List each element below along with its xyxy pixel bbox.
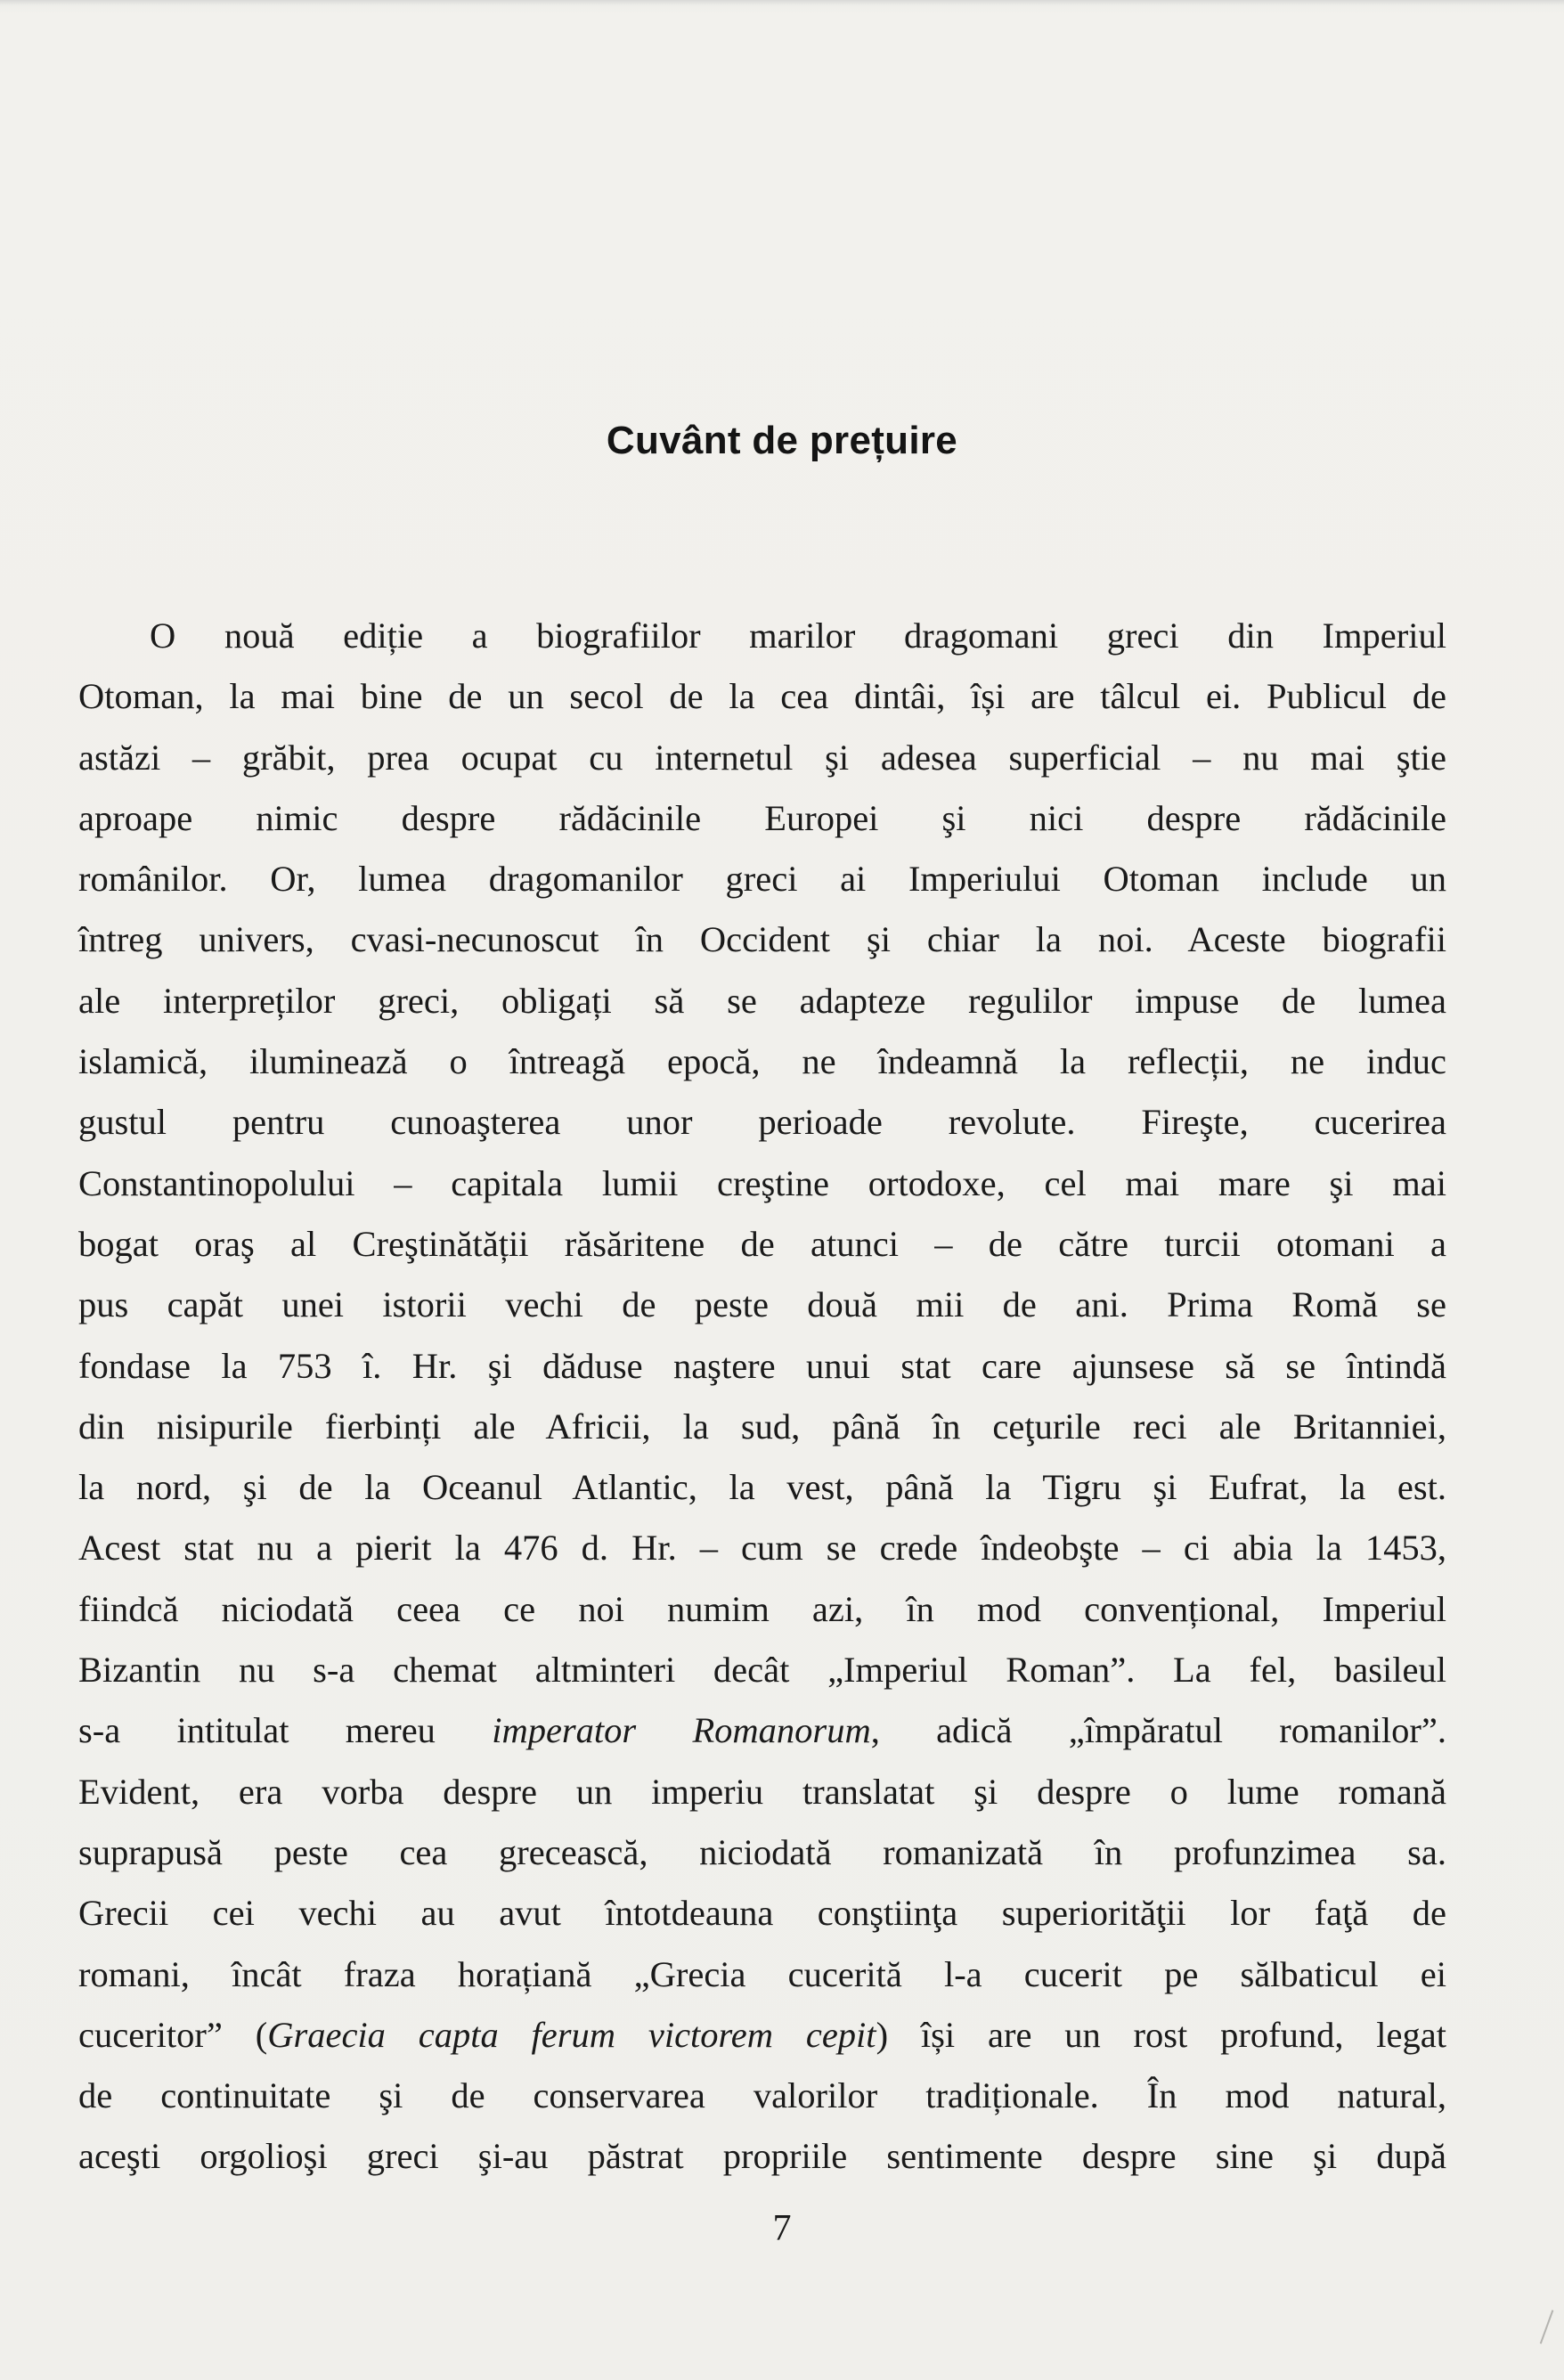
- chapter-heading: Cuvânt de prețuire: [606, 419, 958, 462]
- text-line: întreg univers, cvasi-necunoscut în Occident şi chiar la noi. Aceste biografii: [78, 919, 1446, 960]
- body-paragraph: [78, 606, 1446, 2188]
- text-line: Bizantin nu s-a chemat altminteri decât „Imperiul Roman”. La fel, basileul: [78, 1650, 1446, 1691]
- text-line: din nisipurile fierbinți ale Africii, la sud, până în ceţurile reci ale Britanniei,: [78, 1406, 1446, 1447]
- text-segment: , adică „împăratul romanilor”.: [870, 1710, 1447, 1751]
- text-line: O nouă ediție a biografiilor marilor dragomani greci din Imperiul: [150, 615, 1446, 656]
- text-line: aceşti orgolioşi greci şi-au păstrat propriile sentimente despre sine şi după: [78, 2136, 1446, 2177]
- text-line: ale interpreților greci, obligați să se adapteze regulilor impuse de lumea: [78, 980, 1446, 1021]
- text-line: islamică, iluminează o întreagă epocă, ne îndeamnă la reflecții, ne induc: [78, 1041, 1446, 1082]
- pencil-mark: [1528, 2305, 1554, 2343]
- text-segment: s-a intitulat mereu: [78, 1710, 493, 1751]
- text-line: romani, încât fraza horațiană „Grecia cucerită l-a cucerit pe sălbaticul ei: [78, 1953, 1446, 1994]
- text-line: aproape nimic despre rădăcinile Europei şi nici despre rădăcinile: [78, 797, 1446, 838]
- page-number: 7: [772, 2208, 792, 2249]
- text-line: Constantinopolului – capitala lumii creştine ortodoxe, cel mai mare şi mai: [78, 1162, 1446, 1203]
- text-line: la nord, şi de la Oceanul Atlantic, la vest, până la Tigru şi Eufrat, la est.: [78, 1467, 1446, 1508]
- text-line: românilor. Or, lumea dragomanilor greci ai Imperiului Otoman include un: [78, 859, 1446, 900]
- text-line: bogat oraş al Creştinătății răsăritene de atunci – de către turcii otomani a: [78, 1223, 1446, 1264]
- text-line: Acest stat nu a pierit la 476 d. Hr. – cum se crede îndeobşte – ci abia la 1453,: [78, 1528, 1446, 1569]
- text-line: Otoman, la mai bine de un secol de la cea dintâi, își are tâlcul ei. Publicul de: [78, 676, 1446, 717]
- italic-phrase: Graecia capta ferum victorem cepit: [267, 2014, 876, 2055]
- italic-phrase: imperator Romanorum: [492, 1710, 871, 1751]
- text-line: Grecii cei vechi au avut întotdeauna conştiinţa superiorităţii lor faţă de: [78, 1893, 1446, 1934]
- text-line: suprapusă peste cea grecească, niciodată romanizată în profunzimea sa.: [78, 1831, 1446, 1872]
- text-line: Evident, era vorba despre un imperiu translatat şi despre o lume romană: [78, 1771, 1446, 1812]
- text-line: de continuitate şi de conservarea valorilor tradiționale. În mod natural,: [78, 2075, 1446, 2116]
- text-segment: cuceritor” (: [78, 2014, 268, 2055]
- text-line: pus capăt unei istorii vechi de peste două mii de ani. Prima Romă se: [78, 1284, 1446, 1325]
- text-segment: ) își are un rost profund, legat: [876, 2014, 1447, 2055]
- text-line: fiindcă niciodată ceea ce noi numim azi, în mod convențional, Imperiul: [78, 1588, 1446, 1629]
- text-line: gustul pentru cunoaşterea unor perioade revolute. Fireşte, cucerirea: [78, 1102, 1446, 1143]
- text-line: [78, 2005, 1446, 2066]
- text-line: astăzi – grăbit, prea ocupat cu internetul şi adesea superficial – nu mai ştie: [78, 737, 1446, 778]
- text-line: [78, 1700, 1446, 1761]
- text-line: fondase la 753 î. Hr. şi dăduse naştere unui stat care ajunsese să se întindă: [78, 1345, 1446, 1386]
